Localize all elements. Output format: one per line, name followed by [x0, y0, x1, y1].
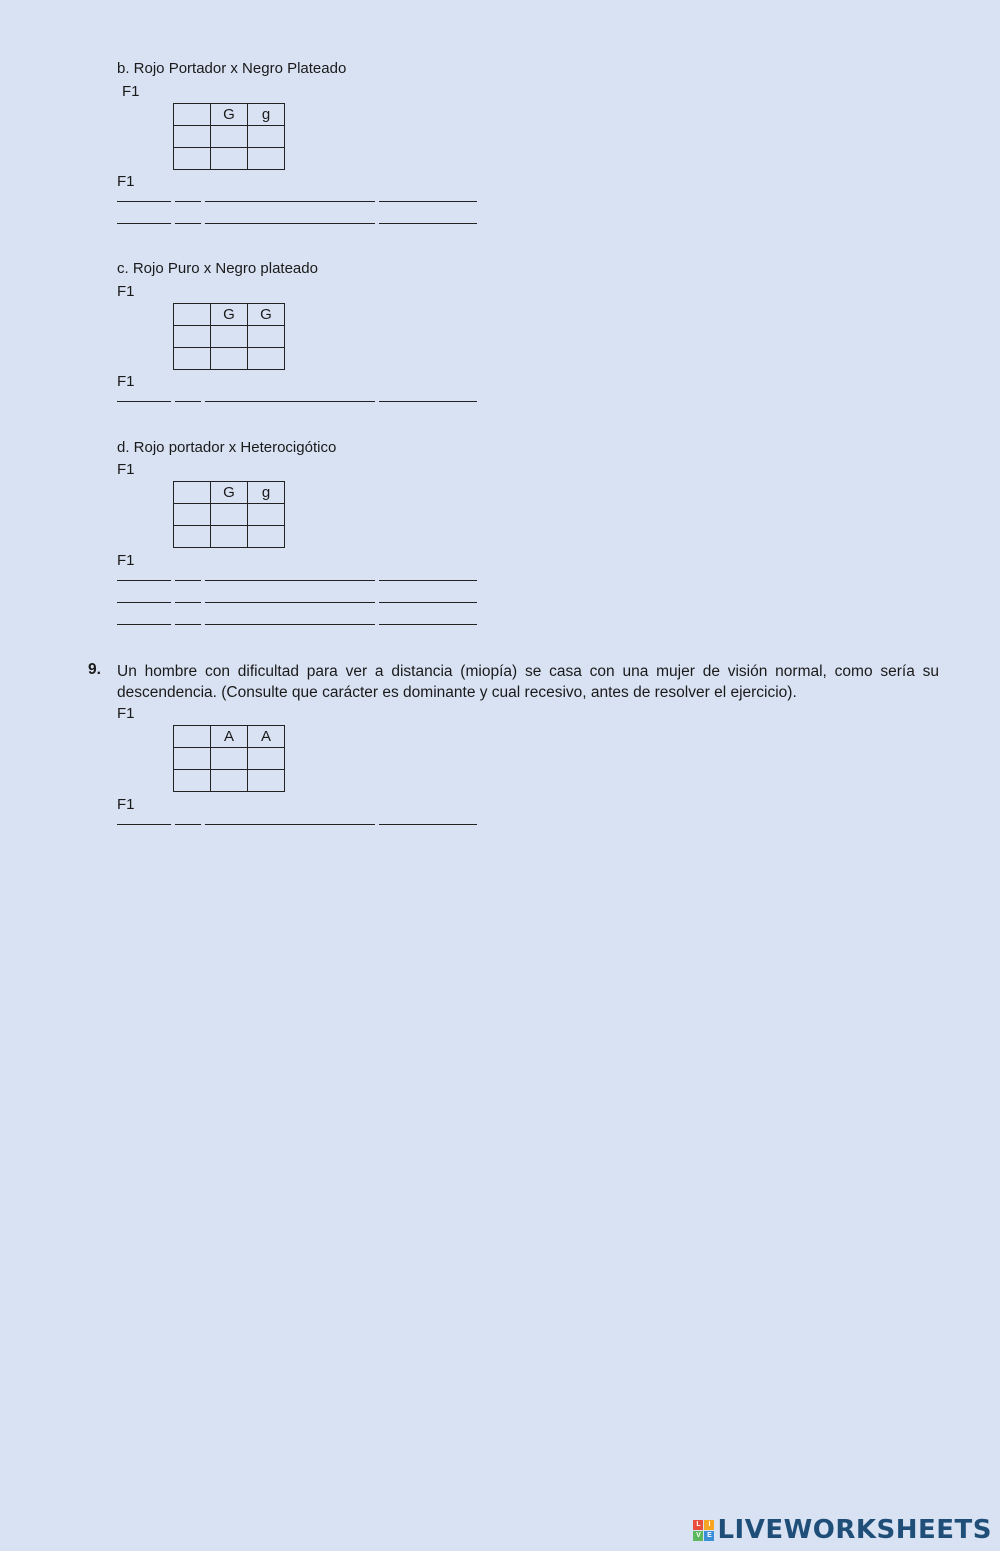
liveworksheets-logo — [693, 1515, 992, 1545]
punnett-header-cell: A — [248, 726, 285, 748]
punnett-square-b — [173, 103, 285, 170]
punnett-input-cell[interactable] — [174, 770, 211, 792]
logo-block: I — [704, 1520, 714, 1530]
section-c-title: c. Rojo Puro x Negro plateado — [117, 260, 318, 277]
punnett-input-cell[interactable] — [211, 748, 248, 770]
punnett-input-cell[interactable] — [211, 326, 248, 348]
punnett-input-cell[interactable] — [248, 748, 285, 770]
punnett-input-cell[interactable] — [174, 504, 211, 526]
punnett-input-cell[interactable] — [248, 504, 285, 526]
punnett-header-cell: G — [211, 104, 248, 126]
punnett-corner-cell — [174, 726, 211, 748]
punnett-input-cell[interactable] — [248, 148, 285, 170]
question-9-number: 9. — [88, 661, 101, 678]
punnett-input-cell[interactable] — [174, 126, 211, 148]
section-d-f1-label: F1 — [117, 461, 135, 478]
section-d-title: d. Rojo portador x Heterocigótico — [117, 439, 337, 456]
punnett-square-q9 — [173, 725, 285, 792]
punnett-corner-cell — [174, 304, 211, 326]
section-c-f1-label: F1 — [117, 283, 135, 300]
logo-block: V — [693, 1531, 703, 1541]
logo-text: LIVEWORKSHEETS — [717, 1515, 992, 1545]
punnett-input-cell[interactable] — [174, 348, 211, 370]
punnett-header-cell: G — [211, 482, 248, 504]
punnett-corner-cell — [174, 482, 211, 504]
punnett-corner-cell — [174, 104, 211, 126]
punnett-input-cell[interactable] — [174, 526, 211, 548]
logo-blocks-icon — [693, 1520, 714, 1541]
punnett-input-cell[interactable] — [248, 526, 285, 548]
question-9-text: Un hombre con dificultad para ver a distancia (miopía) se casa con una mujer de visión normal, como sería su descendencia. (Consulte que carácter es dominante y cual recesivo, antes de resolver el ejercicio). — [117, 663, 939, 701]
punnett-header-cell: G — [248, 304, 285, 326]
punnett-input-cell[interactable] — [248, 326, 285, 348]
punnett-input-cell[interactable] — [248, 126, 285, 148]
punnett-header-cell: A — [211, 726, 248, 748]
punnett-input-cell[interactable] — [174, 748, 211, 770]
punnett-input-cell[interactable] — [174, 148, 211, 170]
punnett-header-cell: g — [248, 104, 285, 126]
punnett-header-cell: g — [248, 482, 285, 504]
section-b-f1-label: F1 — [122, 83, 140, 100]
punnett-input-cell[interactable] — [211, 504, 248, 526]
punnett-input-cell[interactable] — [174, 326, 211, 348]
section-d-f1-result-label: F1 — [117, 552, 135, 569]
question-9-f1-result-label: F1 — [117, 796, 135, 813]
section-b-f1-result-label: F1 — [117, 173, 135, 190]
logo-block: L — [693, 1520, 703, 1530]
punnett-input-cell[interactable] — [211, 526, 248, 548]
punnett-input-cell[interactable] — [211, 770, 248, 792]
punnett-input-cell[interactable] — [211, 348, 248, 370]
section-c-f1-result-label: F1 — [117, 373, 135, 390]
punnett-square-c — [173, 303, 285, 370]
section-b-title: b. Rojo Portador x Negro Plateado — [117, 60, 347, 77]
punnett-square-d — [173, 481, 285, 548]
punnett-input-cell[interactable] — [211, 148, 248, 170]
logo-block: E — [704, 1531, 714, 1541]
punnett-input-cell[interactable] — [211, 126, 248, 148]
punnett-input-cell[interactable] — [248, 348, 285, 370]
punnett-input-cell[interactable] — [248, 770, 285, 792]
question-9-f1-label: F1 — [117, 705, 135, 722]
punnett-header-cell: G — [211, 304, 248, 326]
